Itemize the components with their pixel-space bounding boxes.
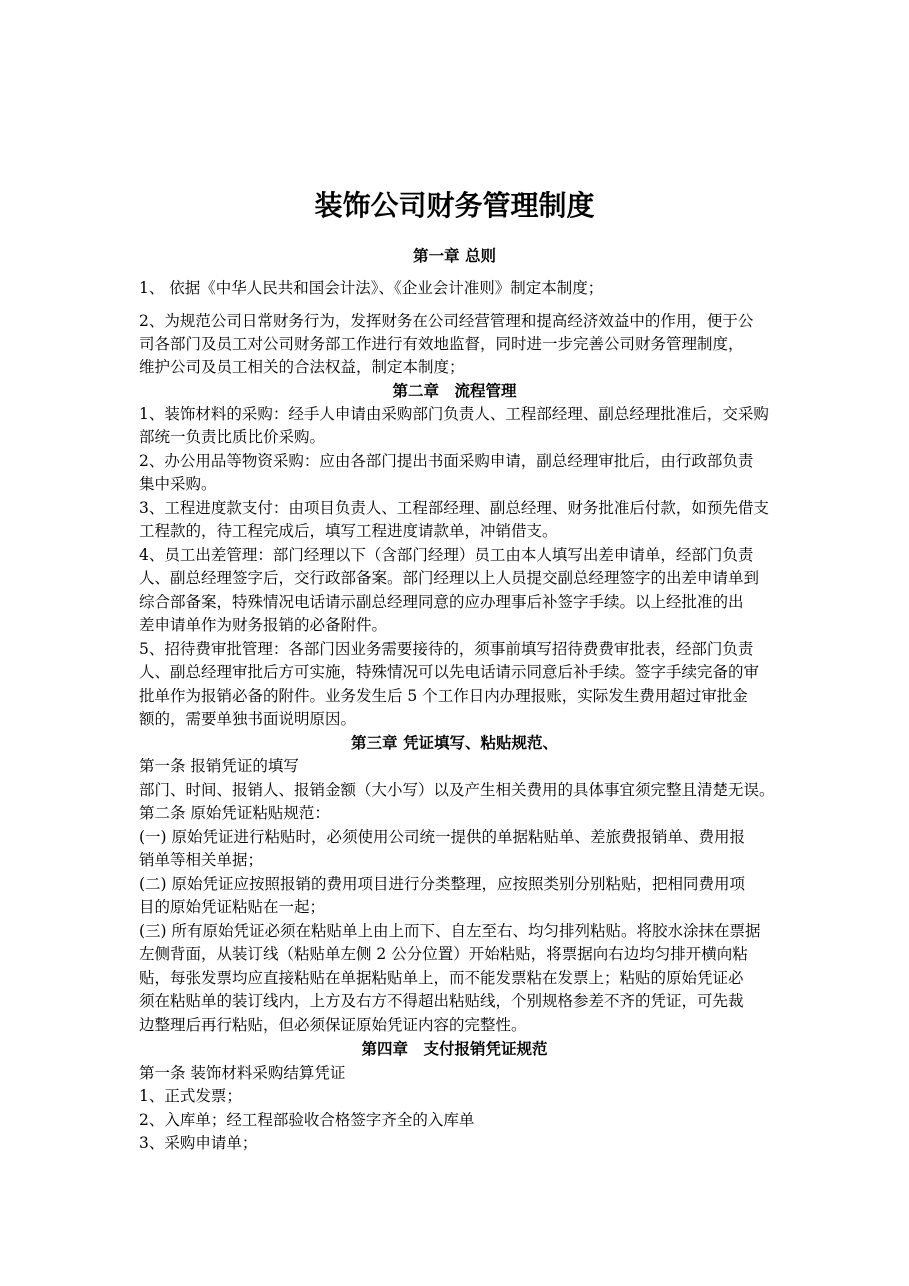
paragraph-line: 1、正式发票； [139,1087,242,1105]
paragraph-line: 3、采购申请单； [139,1134,258,1152]
chapter-1-heading: 第一章 总则 [413,246,496,265]
chapter-4-heading: 第四章 支付报销凭证规范 [361,1039,548,1058]
paragraph-line: 1、装饰材料的采购：经手人申请由采购部门负责人、工程部经理、副总经理批准后，交采购 [139,405,769,423]
paragraph-line: 左侧背面，从装订线（粘贴单左侧 2 公分位置）开始粘贴，将票据向右边均匀排开横向粘 [139,945,748,963]
paragraph-line: 须在粘贴单的装订线内，上方及右方不得超出粘贴线，个别规格参差不齐的凭证，可先裁 [139,992,744,1010]
document-title: 装饰公司财务管理制度 [314,189,595,222]
paragraph-line: (二) 原始凭证应按照报销的费用项目进行分类整理，应按照类别分别粘贴，把相同费用项 [139,875,746,893]
paragraph-line: 5、招待费审批管理：各部门因业务需要接待的，须事前填写招待费费审批表，经部门负责 [139,640,754,658]
paragraph-line: 4、员工出差管理：部门经理以下（含部门经理）员工由本人填写出差申请单，经部门负责 [139,546,754,564]
paragraph-line: 差申请单作为财务报销的必备附件。 [139,616,388,634]
paragraph-line: 第二条 原始凭证粘贴规范： [139,804,330,822]
paragraph-line: 部门、时间、报销人、报销金额（大小写）以及产生相关费用的具体事宜须完整且清楚无误。 [139,781,775,799]
paragraph-line: 2、办公用品等物资采购：应由各部门提出书面采购申请，副总经理审批后，由行政部负责 [139,452,754,470]
paragraph-line: 2、入库单；经工程部验收合格签字齐全的入库单 [139,1111,475,1129]
paragraph-line: 批单作为报销必备的附件。业务发生后 5 个工作日内办理报账，实际发生费用超过审批金 [139,687,748,705]
paragraph-line: 2、为规范公司日常财务行为，发挥财务在公司经营管理和提高经济效益中的作用，便于公 [139,312,754,330]
paragraph-line: 销单等相关单据； [139,851,264,869]
paragraph-line: 集中采购。 [139,475,217,493]
chapter-3-heading: 第三章 凭证填写、粘贴规范、 [351,733,558,752]
paragraph-line: 3、工程进度款支付：由项目负责人、工程部经理、副总经理、财务批准后付款，如预先借支 [139,499,769,517]
paragraph-line: 人、副总经理审批后方可实施，特殊情况可以先电话请示同意后补手续。签字手续完备的审 [139,663,760,681]
paragraph-line: 贴，每张发票均应直接粘贴在单据粘贴单上，而不能发票粘在发票上；粘贴的原始凭证必 [139,969,744,987]
paragraph-line: 目的原始凭证粘贴在一起； [139,898,326,916]
paragraph-line: 综合部备案，特殊情况电话请示副总经理同意的应办理事后补签字手续。以上经批准的出 [139,593,744,611]
paragraph-line: 1、 依据《中华人民共和国会计法》、《企业会计准则》制定本制度； [139,279,604,297]
paragraph-line: (三) 所有原始凭证必须在粘贴单上由上而下、自左至右、均匀排列粘贴。将胶水涂抹在票据 [139,922,761,940]
chapter-2-heading: 第二章 流程管理 [392,381,517,400]
paragraph-line: 司各部门及员工对公司财务部工作进行有效地监督，同时进一步完善公司财务管理制度， [139,335,744,353]
paragraph-line: 部统一负责比质比价采购。 [139,428,326,446]
paragraph-line: 第一条 报销凭证的填写 [139,757,299,775]
paragraph-line: 工程款的，待工程完成后，填写工程进度请款单，冲销借支。 [139,522,558,540]
paragraph-line: 人、副总经理签字后，交行政部备案。部门经理以上人员提交副总经理签字的出差申请单到 [139,569,760,587]
paragraph-line: 额的，需要单独书面说明原因。 [139,710,357,728]
paragraph-line: 维护公司及员工相关的合法权益，制定本制度； [139,358,465,376]
paragraph-line: 第一条 装饰材料采购结算凭证 [139,1064,346,1082]
paragraph-line: (一) 原始凭证进行粘贴时，必须使用公司统一提供的单据粘贴单、差旅费报销单、费用报 [139,828,746,846]
paragraph-line: 边整理后再行粘贴，但必须保证原始凭证内容的完整性。 [139,1016,527,1034]
